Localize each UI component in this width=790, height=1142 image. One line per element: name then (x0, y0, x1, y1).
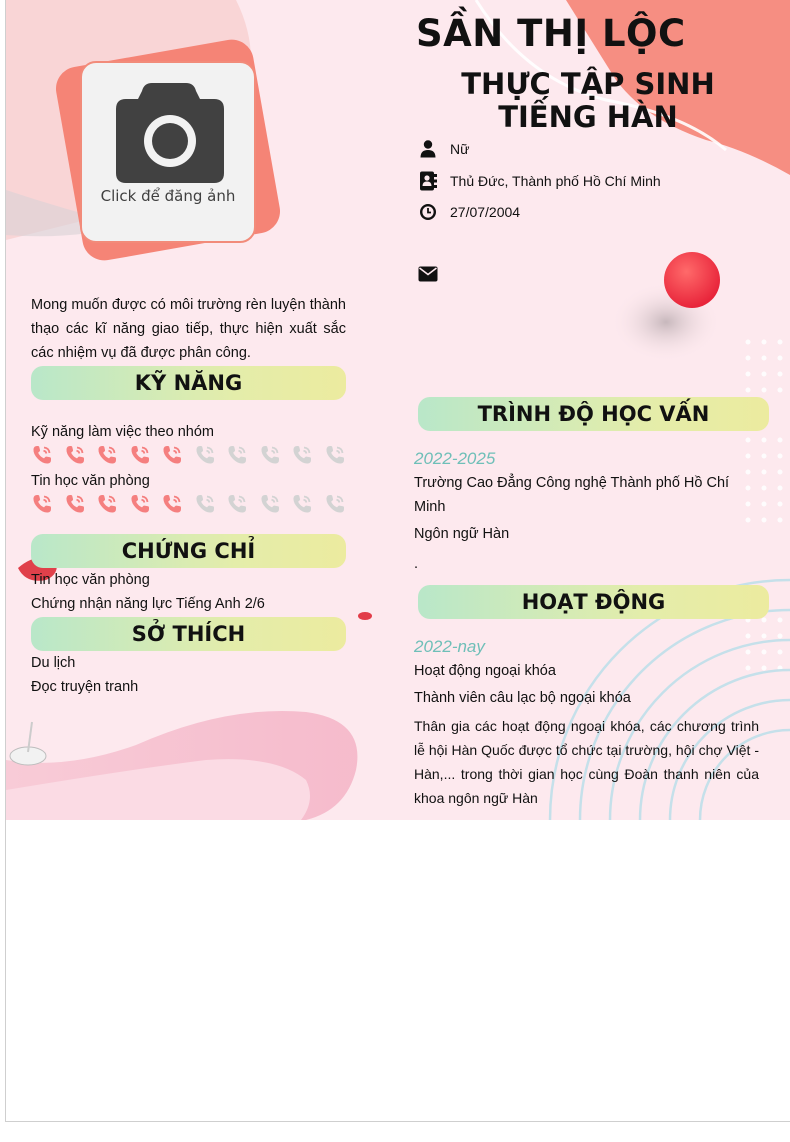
skill-name: Kỹ năng làm việc theo nhóm (31, 424, 214, 440)
user-icon (418, 139, 438, 159)
phone-icon-filled (129, 444, 151, 466)
address-row (418, 169, 661, 193)
hobbies-heading: SỞ THÍCH (31, 617, 346, 651)
certificate-item: Tin học văn phòng (31, 572, 150, 588)
birthday-row (418, 200, 520, 224)
phone-icon-empty (324, 444, 346, 466)
phone-icon-empty (226, 493, 248, 515)
education-school: Trường Cao Đẳng Công nghệ Thành phố Hồ Chí Minh (414, 475, 730, 515)
activity-role: Thành viên câu lạc bộ ngoại khóa (414, 690, 631, 706)
certificates-heading: CHỨNG CHỈ (31, 534, 346, 568)
phone-icon-empty (259, 493, 281, 515)
skill-rating (31, 444, 346, 466)
phone-icon-empty (324, 493, 346, 515)
phone-icon-filled (31, 493, 53, 515)
address-book-icon (418, 171, 438, 191)
job-title: THỰC TẬP SINH TIẾNG HÀN (461, 67, 715, 134)
photo-upload-frame[interactable] (80, 61, 256, 243)
camera-icon (82, 77, 256, 197)
phone-icon-empty (291, 444, 313, 466)
education-note: . (414, 556, 419, 572)
certificate-item: Chứng nhận năng lực Tiếng Anh 2/6 (31, 596, 265, 612)
birthday-value: 27/07/2004 (450, 204, 521, 220)
gender-value: Nữ (450, 141, 470, 157)
skill-name: Tin học văn phòng (31, 473, 150, 489)
phone-icon-empty (226, 444, 248, 466)
skills-heading: KỸ NĂNG (31, 366, 346, 400)
hobby-item: Đọc truyện tranh (31, 679, 139, 695)
activity-description: Thân gia các hoạt động ngoại khóa, các chương trình lễ hội Hàn Quốc được tổ chức tại trường, hội chợ Việt - Hàn,... trong thời gian học cùng Đoàn thanh niên của khoa ngôn ngữ Hàn (414, 718, 759, 806)
phone-icon-filled (64, 493, 86, 515)
phone-icon-filled (96, 493, 118, 515)
phone-icon-empty (194, 444, 216, 466)
education-period: 2022-2025 (414, 449, 496, 468)
candidate-name: SẦN THỊ LỘC (416, 12, 686, 55)
activities-heading: HOẠT ĐỘNG (418, 585, 769, 619)
hobby-item: Du lịch (31, 655, 76, 671)
address-value: Thủ Đức, Thành phố Hồ Chí Minh (450, 173, 661, 189)
phone-icon-filled (129, 493, 151, 515)
education-major: Ngôn ngữ Hàn (414, 526, 510, 542)
phone-icon-filled (161, 444, 183, 466)
resume-page (6, 0, 790, 820)
phone-icon-empty (291, 493, 313, 515)
phone-icon-filled (64, 444, 86, 466)
envelope-icon (418, 264, 438, 284)
gender-row (418, 137, 469, 161)
phone-icon-filled (96, 444, 118, 466)
clock-icon (418, 202, 438, 222)
photo-upload-label: Click để đăng ảnh (100, 187, 236, 205)
phone-icon-filled (161, 493, 183, 515)
activity-period: 2022-nay (414, 637, 485, 656)
activity-name: Hoạt động ngoại khóa (414, 663, 556, 679)
email-row (418, 262, 450, 286)
phone-icon-empty (259, 444, 281, 466)
career-objective: Mong muốn được có môi trường rèn luyện thành thạo các kĩ năng giao tiếp, thực hiện xuất sắc các nhiệm vụ đã được phân công. (31, 297, 346, 361)
education-heading: TRÌNH ĐỘ HỌC VẤN (418, 397, 769, 431)
phone-icon-empty (194, 493, 216, 515)
phone-icon-filled (31, 444, 53, 466)
skill-rating (31, 493, 346, 515)
